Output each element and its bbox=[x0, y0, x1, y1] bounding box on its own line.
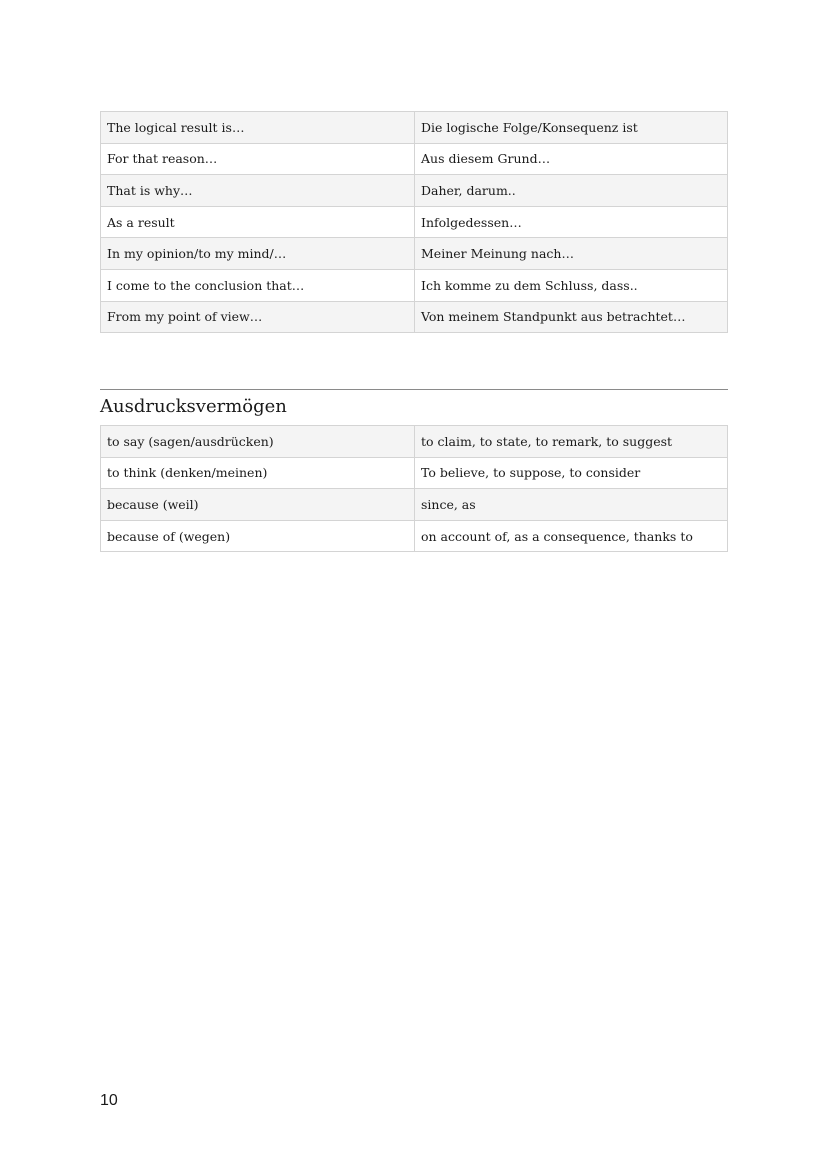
alternative-expressions-cell: since, as bbox=[415, 489, 728, 521]
german-phrase-cell: Meiner Meinung nach… bbox=[415, 238, 728, 270]
table-row bbox=[101, 457, 728, 489]
expression-table bbox=[100, 425, 728, 552]
german-phrase-cell: Die logische Folge/Konsequenz ist bbox=[415, 112, 728, 144]
english-phrase-cell: That is why… bbox=[101, 175, 415, 207]
german-phrase-cell: Daher, darum.. bbox=[415, 175, 728, 207]
section-heading: Ausdrucksvermögen bbox=[100, 396, 287, 417]
german-phrase-cell: Von meinem Standpunkt aus betrachtet… bbox=[415, 301, 728, 333]
german-phrase-cell: Aus diesem Grund… bbox=[415, 143, 728, 175]
table-row bbox=[101, 489, 728, 521]
alternative-expressions-cell: on account of, as a consequence, thanks to bbox=[415, 520, 728, 552]
basic-expression-cell: to say (sagen/ausdrücken) bbox=[101, 426, 415, 458]
connectors-table bbox=[100, 111, 728, 333]
table-row bbox=[101, 426, 728, 458]
german-phrase-cell: Ich komme zu dem Schluss, dass.. bbox=[415, 269, 728, 301]
basic-expression-cell: because of (wegen) bbox=[101, 520, 415, 552]
english-phrase-cell: As a result bbox=[101, 206, 415, 238]
alternative-expressions-cell: to claim, to state, to remark, to suggest bbox=[415, 426, 728, 458]
table-row bbox=[101, 269, 728, 301]
table-row bbox=[101, 143, 728, 175]
german-phrase-cell: Infolgedessen… bbox=[415, 206, 728, 238]
english-phrase-cell: In my opinion/to my mind/… bbox=[101, 238, 415, 270]
table-row bbox=[101, 112, 728, 144]
table-row bbox=[101, 206, 728, 238]
section-divider bbox=[100, 389, 728, 390]
basic-expression-cell: to think (denken/meinen) bbox=[101, 457, 415, 489]
table-row bbox=[101, 238, 728, 270]
english-phrase-cell: For that reason… bbox=[101, 143, 415, 175]
english-phrase-cell: I come to the conclusion that… bbox=[101, 269, 415, 301]
table-row bbox=[101, 175, 728, 207]
basic-expression-cell: because (weil) bbox=[101, 489, 415, 521]
page-number: 10 bbox=[100, 1092, 118, 1109]
alternative-expressions-cell: To believe, to suppose, to consider bbox=[415, 457, 728, 489]
english-phrase-cell: From my point of view… bbox=[101, 301, 415, 333]
table-row bbox=[101, 520, 728, 552]
english-phrase-cell: The logical result is… bbox=[101, 112, 415, 144]
table-row bbox=[101, 301, 728, 333]
